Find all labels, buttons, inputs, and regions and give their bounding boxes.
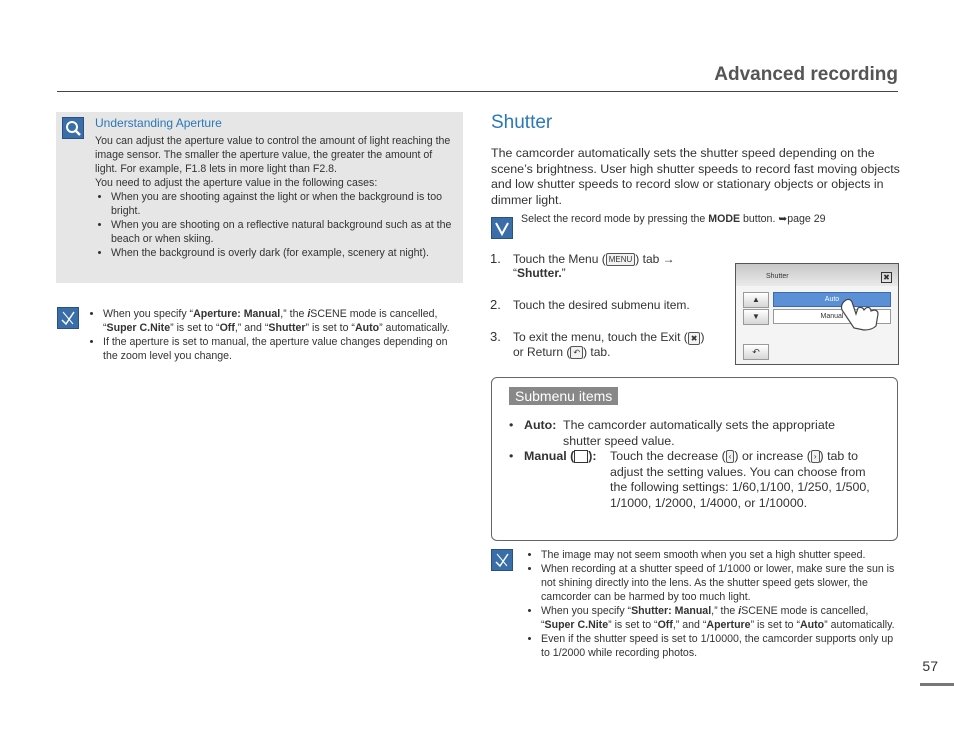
list-item: • Even if the shutter speed is set to 1/10000, the camcorder supports only up to 1/2000 while recording photos. bbox=[541, 632, 895, 660]
list-item: • If the aperture is set to manual, the aperture value changes depending on the zoom level you change. bbox=[103, 335, 457, 363]
list-item: • Manual ( ): Touch the decrease ( ‹ ) or increase ( › ) tab to adjust the setting values. You can choose from the following settings: 1/60,1/100, 1/250, 1/500, 1/1000, 1/2000, 1/4000, or 1/10000. bbox=[509, 449, 870, 510]
tip-box bbox=[56, 112, 463, 283]
scroll-down-button[interactable]: ▼ bbox=[743, 309, 769, 325]
camcorder-screen bbox=[735, 263, 899, 365]
tip-cases-intro: You need to adjust the aperture value in the following cases: bbox=[95, 177, 378, 189]
list-item: • When the background is overly dark (for example, scenery at night). bbox=[111, 246, 455, 260]
magnifier-icon bbox=[62, 117, 84, 139]
note-icon bbox=[491, 549, 513, 571]
steps-list bbox=[490, 252, 715, 377]
increase-icon: › bbox=[811, 450, 820, 463]
screen-titlebar bbox=[736, 264, 898, 286]
tip-paragraph: You can adjust the aperture value to control the amount of light reaching the image sensor. The smaller the aperture value, the greater the amount of light. For example, F1.8 lets in more light than F2.8. bbox=[95, 135, 451, 175]
list-item: • When recording at a shutter speed of 1/1000 or lower, make sure the sun is not shining directly into the lens. As the shutter speed gets slower, the camcorder can be harmed by too much light. bbox=[541, 562, 895, 604]
return-button[interactable]: ↶ bbox=[743, 344, 769, 360]
exit-icon: ✖ bbox=[688, 332, 701, 345]
hand-pointer-icon bbox=[838, 296, 896, 332]
section-title: Shutter bbox=[491, 112, 553, 133]
list-item: • When you specify “Shutter: Manual,” the iSCENE mode is cancelled, “Super C.Nite” is set to “Off,” and “Aperture” is set to “Auto” automatically. bbox=[541, 604, 895, 632]
list-item: • Auto: The camcorder automatically sets the appropriate shutter speed value. bbox=[509, 418, 836, 448]
note-icon bbox=[57, 307, 79, 329]
list-item: • When you specify “Aperture: Manual,” the iSCENE mode is cancelled, “Super C.Nite” is set to “Off,” and “Shutter” is set to “Auto” automatically. bbox=[103, 307, 457, 335]
manual-icon bbox=[574, 450, 588, 463]
submenu-heading: Submenu items bbox=[509, 387, 618, 405]
option-auto[interactable]: Auto bbox=[773, 292, 891, 307]
option-manual[interactable]: Manual bbox=[773, 309, 891, 324]
mode-check-icon bbox=[491, 217, 513, 239]
decrease-icon: ‹ bbox=[726, 450, 735, 463]
chapter-title: Advanced recording bbox=[714, 64, 898, 85]
tip-bullets bbox=[95, 190, 455, 260]
submenu-box bbox=[491, 377, 898, 541]
list-item: • When you are shooting on a reflective natural background such as at the beach or when skiing. bbox=[111, 218, 455, 246]
menu-icon: MENU bbox=[606, 253, 636, 266]
scene-i-icon: i bbox=[307, 308, 311, 320]
list-item: • The image may not seem smooth when you set a high shutter speed. bbox=[541, 548, 895, 562]
close-icon[interactable]: ✖ bbox=[881, 272, 892, 283]
step-2: 2. Touch the desired submenu item. bbox=[490, 297, 690, 313]
submenu-list bbox=[509, 418, 889, 529]
section-intro: The camcorder automatically sets the shutter speed depending on the scene’s brightness. User high shutter speeds to record fast moving objects and low shutter speeds to record slow or stationary objects or objects in dimmer light. bbox=[491, 146, 900, 207]
note-aperture bbox=[87, 307, 457, 363]
step-3: 3. To exit the menu, touch the Exit ( ✖ ) or Return ( ↶ ) tab. bbox=[490, 329, 705, 359]
screen-title: Shutter bbox=[766, 273, 789, 280]
scroll-up-button[interactable]: ▲ bbox=[743, 292, 769, 308]
tip-body bbox=[95, 134, 455, 260]
list-item: • When you are shooting against the light or when the background is too bright. bbox=[111, 190, 455, 218]
page-number-rule bbox=[920, 683, 954, 686]
mode-hint: Select the record mode by pressing the MODE button. ➥page 29 bbox=[521, 213, 826, 225]
page-number: 57 bbox=[922, 658, 938, 674]
scene-i-icon: i bbox=[738, 605, 742, 617]
step-1: 1. Touch the Menu ( MENU ) tab → “Shutter.” bbox=[490, 251, 675, 281]
header-divider bbox=[57, 91, 898, 92]
tip-title: Understanding Aperture bbox=[95, 116, 222, 130]
return-icon: ↶ bbox=[570, 346, 583, 359]
note-shutter bbox=[525, 548, 895, 660]
